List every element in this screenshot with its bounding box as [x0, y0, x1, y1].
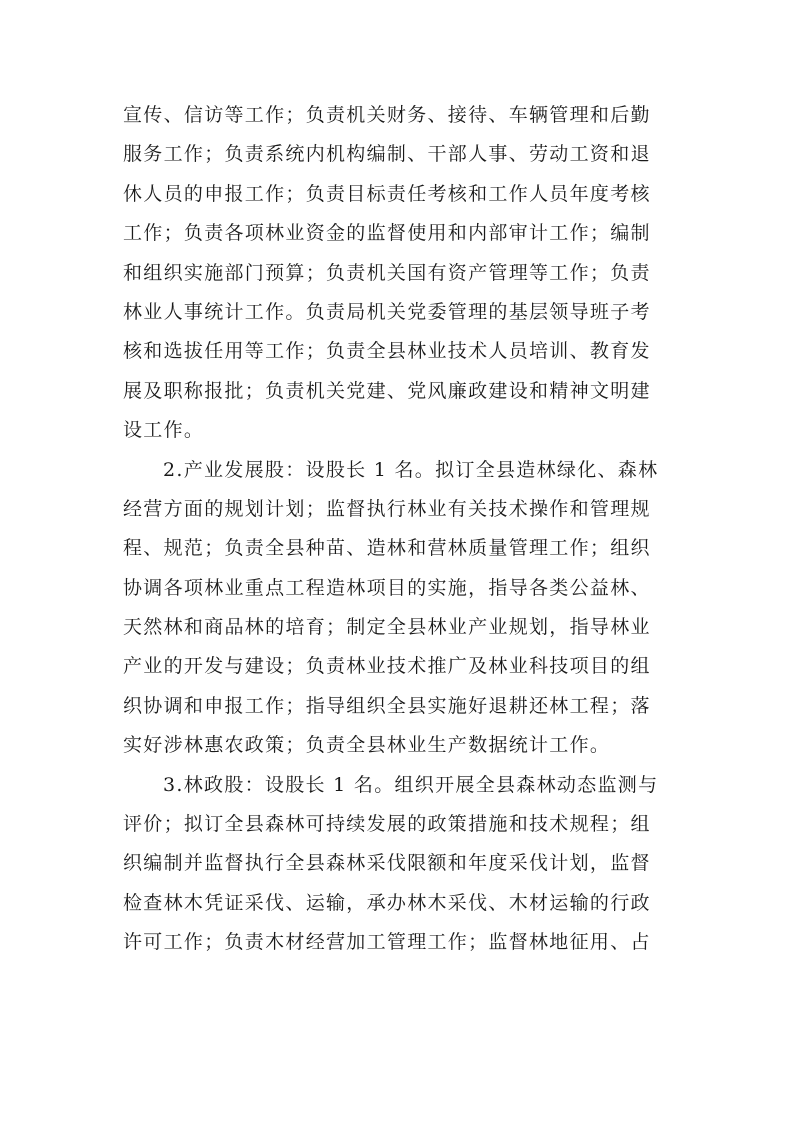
text-line: 协调各项林业重点工程造林项目的实施，指导各类公益林、: [123, 576, 651, 599]
text-line: 织编制并监督执行全县森林采伐限额和年度采伐计划，监督: [123, 852, 651, 875]
text-line: 核和选拔任用等工作；负责全县林业技术人员培训、教育发: [123, 340, 651, 363]
text-line: 设工作。: [123, 419, 205, 442]
text-line: 实好涉林惠农政策；负责全县林业生产数据统计工作。: [123, 734, 611, 757]
text-line: 经营方面的规划计划；监督执行林业有关技术操作和管理规: [123, 497, 651, 520]
document-body: [123, 96, 671, 963]
text-line: 程、规范；负责全县种苗、造林和营林质量管理工作；组织: [123, 537, 651, 560]
text-line: 评价；拟订全县森林可持续发展的政策措施和技术规程；组: [123, 813, 651, 836]
paragraph-admin-duties-continued: [123, 96, 671, 451]
text-line: 休人员的申报工作；负责目标责任考核和工作人员年度考核: [123, 182, 651, 205]
text-line: 3.林政股：设股长 1 名。组织开展全县森林动态监测与: [163, 773, 659, 796]
text-line: 和组织实施部门预算；负责机关国有资产管理等工作；负责: [123, 261, 651, 284]
text-line: 宣传、信访等工作；负责机关财务、接待、车辆管理和后勤: [123, 104, 651, 126]
text-line: 展及职称报批；负责机关党建、党风廉政建设和精神文明建: [123, 379, 651, 402]
text-line: 许可工作；负责木材经营加工管理工作；监督林地征用、占: [123, 931, 651, 954]
paragraph-forest-administration-section: [123, 766, 671, 963]
text-line: 天然林和商品林的培育；制定全县林业产业规划，指导林业: [123, 616, 651, 639]
text-line: 林业人事统计工作。负责局机关党委管理的基层领导班子考: [123, 300, 651, 323]
text-line: 服务工作；负责系统内机构编制、干部人事、劳动工资和退: [123, 143, 651, 166]
text-line: 检查林木凭证采伐、运输，承办林木采伐、木材运输的行政: [123, 891, 651, 914]
text-line: 产业的开发与建设；负责林业技术推广及林业科技项目的组: [123, 655, 651, 678]
text-line: 织协调和申报工作；指导组织全县实施好退耕还林工程；落: [123, 694, 651, 717]
text-line: 2.产业发展股：设股长 1 名。拟订全县造林绿化、森林: [163, 458, 659, 481]
text-line: 工作；负责各项林业资金的监督使用和内部审计工作；编制: [123, 222, 651, 245]
paragraph-industry-development-section: [123, 451, 671, 766]
